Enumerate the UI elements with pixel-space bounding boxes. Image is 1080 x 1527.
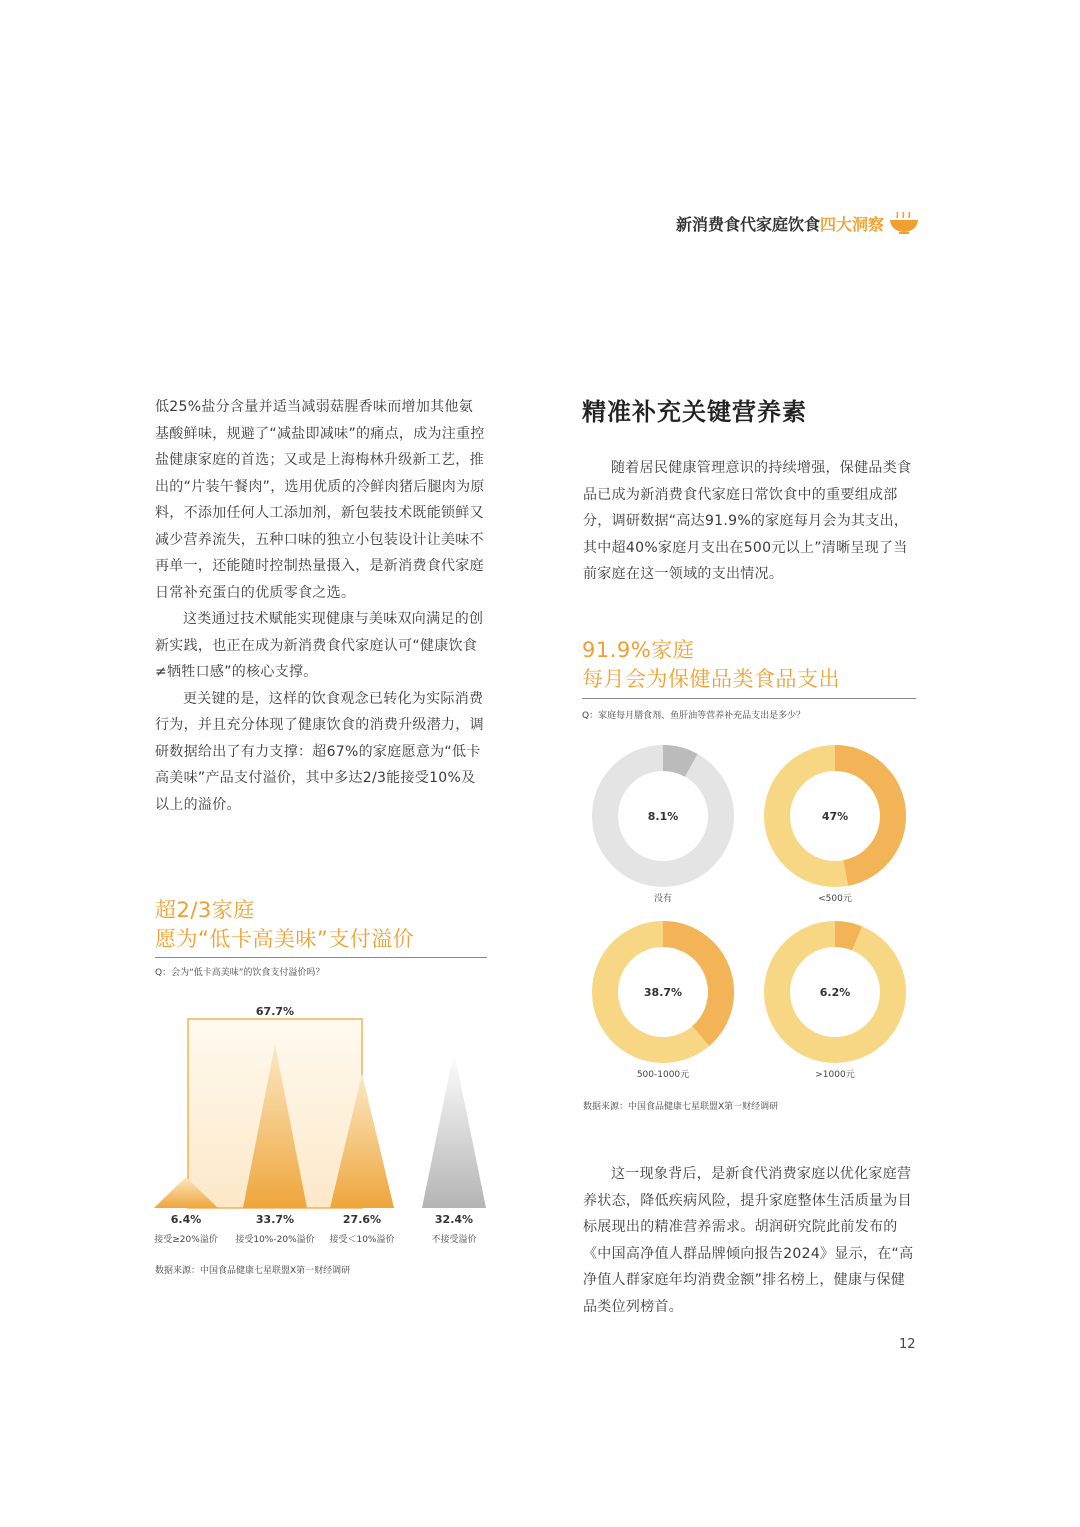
right-body-text-1	[583, 455, 917, 588]
left-paragraph-1: 低25%盐分含量并适当减弱菇腥香味而增加其他氨基酸鲜味，规避了“减盐即减味”的痛点，成为注重控盐健康家庭的首选；又或是上海梅林升级新工艺，推出的“片装午餐肉”，选用优质的冷鲜肉猪后腿肉为原料，不添加任何人工添加剂，新包装技术既能锁鲜又减少营养流失，五种口味的独立小包装设计让美味不再单一，还能随时控制热量摄入，是新消费食代家庭日常补充蛋白的优质零食之选。	[155, 399, 485, 601]
left-figure-source: 数据来源：中国食品健康七星联盟X第一财经调研	[155, 1266, 351, 1276]
premium-willingness-chart	[150, 995, 490, 1250]
category-label: 接受＜10%溢价	[329, 1235, 395, 1245]
left-paragraph-3: 更关键的是，这样的饮食观念已转化为实际消费行为，并且充分体现了健康饮食的消费升级潜力，调研数据给出了有力支撑：超67%的家庭愿意为“低卡高美味”产品支付溢价，其中多达2/3能接受10%及以上的溢价。	[155, 690, 484, 813]
slice-category-label: 没有	[653, 894, 673, 904]
value-label: 33.7%	[255, 1213, 295, 1226]
triangle-bar	[422, 1051, 486, 1208]
section-heading: 精准补充关键营养素	[582, 398, 807, 426]
slice-value-label: 6.2%	[819, 986, 851, 999]
left-body-text	[155, 394, 487, 818]
slice-value-label: 8.1%	[647, 810, 679, 823]
left-figure-rule	[155, 957, 487, 958]
bowl-icon	[888, 211, 920, 235]
running-header	[600, 211, 920, 235]
category-label: 接受10%-20%溢价	[235, 1235, 315, 1245]
left-figure-question: Q：会为“低卡高美味”的饮食支付溢价吗？	[155, 968, 325, 978]
left-figure-title-line1: 超2/3家庭	[155, 898, 255, 922]
left-paragraph-2: 这类通过技术赋能实现健康与美味双向满足的创新实践，也正在成为新消费食代家庭认可“健康饮食≠牺牲口感”的核心支撑。	[155, 611, 484, 680]
donut-slice	[835, 934, 857, 938]
category-label: 不接受溢价	[431, 1235, 477, 1245]
category-label: 接受≥20%溢价	[154, 1235, 218, 1245]
bracket-label: 67.7%	[255, 1005, 295, 1018]
left-figure-title	[155, 896, 487, 954]
page-number: 12	[899, 1337, 916, 1352]
slice-value-label: 47%	[821, 810, 849, 823]
value-label: 27.6%	[342, 1213, 382, 1226]
slice-category-label: 500-1000元	[636, 1070, 690, 1080]
slice-value-label: 38.7%	[643, 986, 683, 999]
right-figure-title-line2: 每月会为保健品类食品支出	[582, 667, 840, 691]
right-figure-source: 数据来源：中国食品健康七星联盟X第一财经调研	[583, 1102, 779, 1112]
left-figure-title-line2: 愿为“低卡高美味”支付溢价	[155, 927, 415, 951]
donut-slice	[663, 934, 721, 1036]
value-label: 32.4%	[434, 1213, 474, 1226]
donut-slice	[663, 758, 691, 765]
right-paragraph-1: 随着居民健康管理意识的持续增强，保健品类食品已成为新消费食代家庭日常饮食中的重要组成部分，调研数据“高达91.9%的家庭每月会为其支出，其中超40%家庭月支出在500元以上”清晰呈现了当前家庭在这一领域的支出情况。	[583, 460, 912, 582]
header-title-main: 新消费食代家庭饮食	[675, 214, 820, 234]
value-label: 6.4%	[170, 1213, 202, 1226]
supplement-spending-chart	[582, 735, 922, 1090]
right-body-text-2	[583, 1161, 917, 1320]
header-title-accent: 四大洞察	[819, 214, 884, 234]
right-figure-question: Q：家庭每月膳食剂、鱼肝油等营养补充品支出是多少？	[582, 711, 806, 721]
slice-category-label: <500元	[818, 894, 852, 904]
right-figure-title-line1: 91.9%家庭	[582, 638, 695, 662]
right-figure-rule	[582, 698, 916, 699]
right-paragraph-2: 这一现象背后，是新食代消费家庭以优化家庭营养状态，降低疾病风险，提升家庭整体生活质量为目标展现出的精准营养需求。胡润研究院此前发布的《中国高净值人群品牌倾向报告2024》显示，在“高净值人群家庭年均消费金额”排名榜上，健康与保健品类位列榜首。	[583, 1166, 914, 1315]
slice-category-label: >1000元	[815, 1070, 855, 1080]
right-figure-title	[582, 636, 916, 694]
